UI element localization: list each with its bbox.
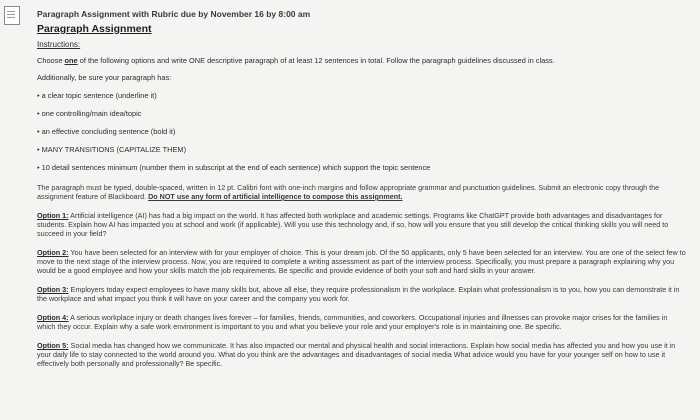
format-requirements: The paragraph must be typed, double-spaced, written in 12 pt. Calibri font with one-inch margins and follow appropriate grammar and punctuation guidelines. Submit an electronic copy through the assignment feature of Blackboard. Do NOT use any form of artificial intelligence to compose this assignment. [37,183,660,201]
document-icon [4,6,20,25]
assignment-header: Paragraph Assignment with Rubric due by November 16 by 8:00 am [37,9,311,19]
option-4: Option 4: A serious workplace injury or death changes lives forever – for families, friends, communities, and coworkers. Occupational injuries and illnesses can provoke major crises for the families in which they occur. Explain why a safe work environment is important to you and what you believe your role and your employer's role is in maintaining one. Be specific. [37,313,668,331]
instructions-label: Instructions: [37,40,81,49]
option-2: Option 2: You have been selected for an interview with for your employer of choice. This is your dream job. Of the 50 applicants, only 5 have been selected for an interview. You are one of the select few to move to the next stage of the interview process. Now, you are required to complete a writing assessment as part of the interview process. Specifically, you must prepare a paragraph explaining why you would be a good employee and how your skills match the job requirements. Be specific and provide evidence of both your soft and hard skills in your answer. [37,248,686,275]
bullet-details: • 10 detail sentences minimum (number them in subscript at the end of each sentence) which support the topic sentence [37,163,431,172]
option-3: Option 3: Employers today expect employees to have many skills but, above all else, they require professionalism in the workplace. Explain what professionalism is to you, how you can demonstrate it in the workplace and what impact you think it will have on your career and the company you work for. [37,285,680,303]
additionally-line: Additionally, be sure your paragraph has: [37,73,172,82]
bullet-concluding: • an effective concluding sentence (bold it) [37,127,176,136]
bullet-main-idea: • one controlling/main idea/topic [37,109,142,118]
bullet-topic-sentence: • a clear topic sentence (underline it) [37,91,157,100]
bullet-transitions: • MANY TRANSITIONS (CAPITALIZE THEM) [37,145,187,154]
option-5: Option 5: Social media has changed how we communicate. It has also impacted our mental and physical health and social interactions. Explain how social media has affected you and how you use it in your daily life to stay connected to the world around you. What do you think are the advantages and disadvantages of social media What advice would you have for your younger self on how to use it effectively both personally and professionally? Be specific. [37,341,676,368]
option-1: Option 1: Artificial intelligence (AI) has had a big impact on the world. It has affected both workplace and academic settings. Programs like ChatGPT provide both advantages and disadvantages for students. Explain how AI has impacted you at school and work (if applicable). Will you use this technology and, if so, how will you ensure that you still develop the critical thinking skills you will need to succeed in your field? [37,211,669,238]
ai-notice: Do NOT use any form of artificial intelligence to compose this assignment. [148,192,403,201]
assignment-content [37,9,687,368]
intro-sentence: Choose one of the following options and write ONE descriptive paragraph of at least 12 sentences in total. Follow the paragraph guidelines discussed in class. [37,56,555,65]
page-title: Paragraph Assignment [37,23,152,35]
